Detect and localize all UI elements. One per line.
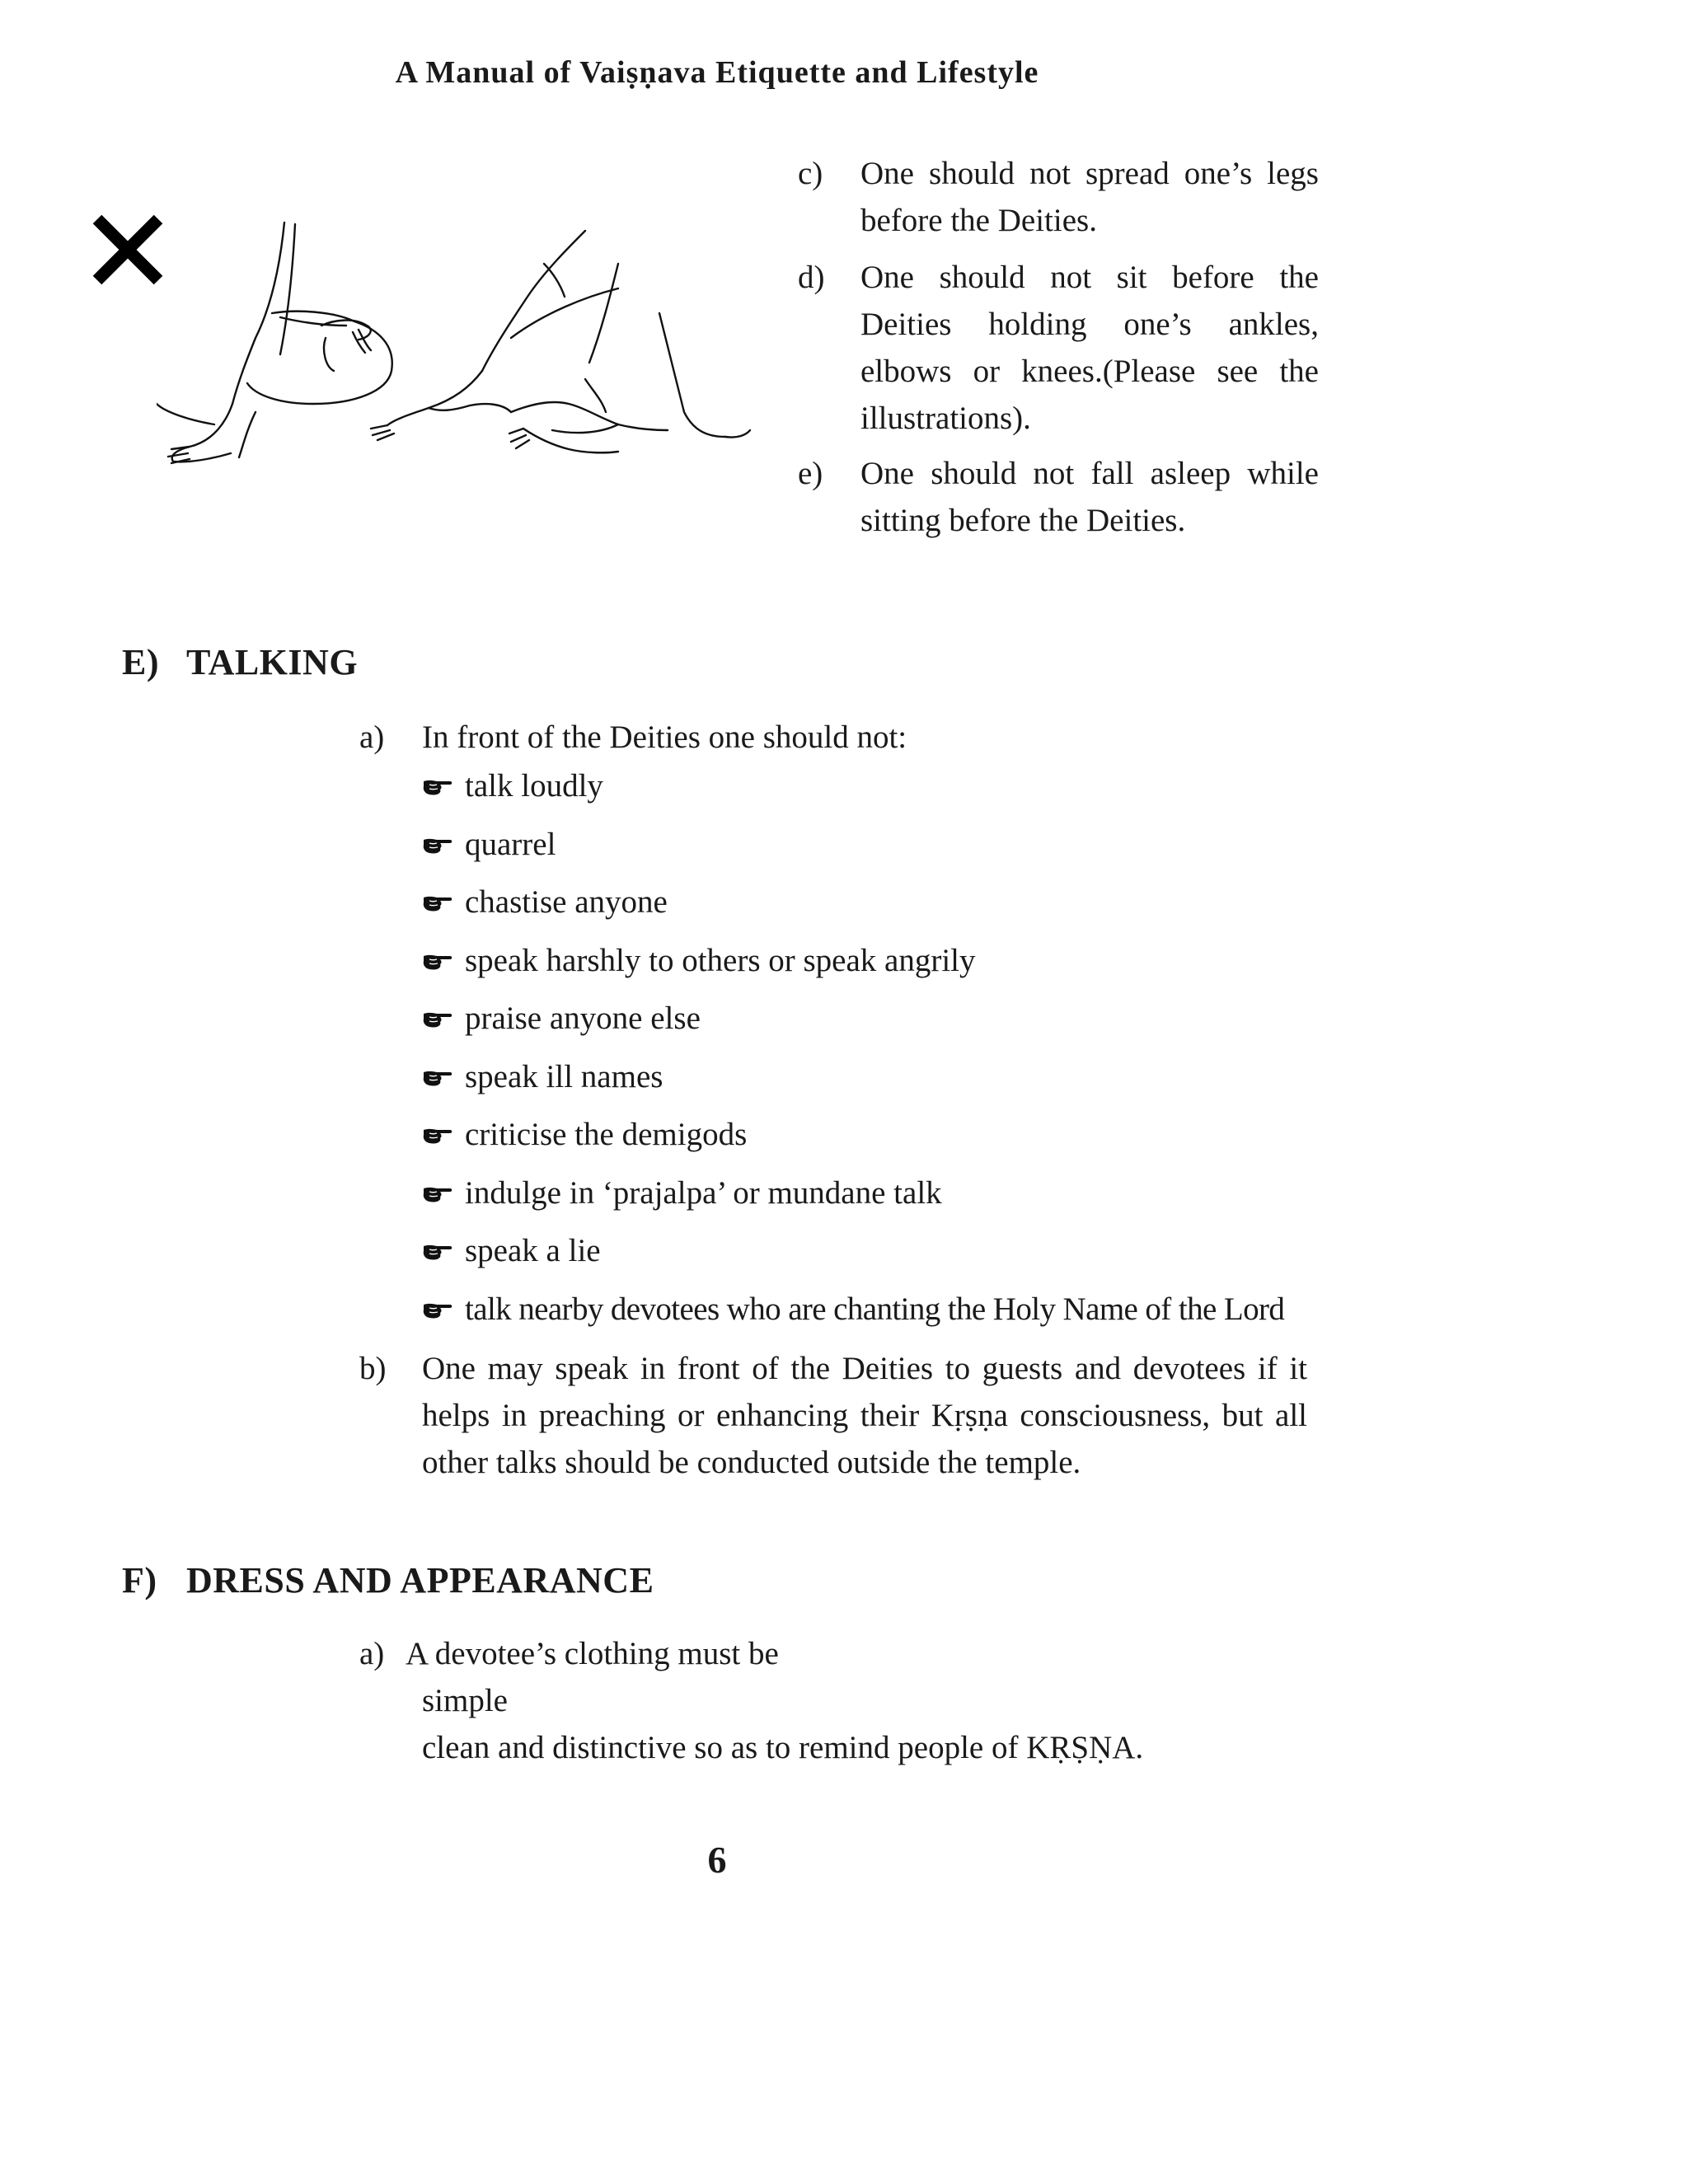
bullet-text: speak harshly to others or speak angrily	[465, 942, 976, 978]
bullet-text: indulge in ‘prajalpa’ or mundane talk	[465, 1174, 942, 1211]
section-title: DRESS AND APPEARANCE	[186, 1560, 654, 1601]
cross-icon	[91, 213, 165, 287]
bullet-text: chastise anyone	[465, 884, 668, 920]
page-number: 6	[707, 1839, 727, 1881]
item-label: d)	[798, 260, 825, 295]
pointing-hand-icon	[422, 893, 453, 912]
section-letter: F)	[122, 1560, 157, 1601]
sitting-posture-illustration-icon	[157, 214, 775, 478]
section-letter: E)	[122, 642, 159, 682]
bullet-text: praise anyone else	[465, 1001, 701, 1036]
pointing-hand-icon	[422, 1241, 453, 1261]
running-header: A Manual of Vaiṣṇava Etiquette and Lifestyle	[395, 55, 1039, 90]
item-text: clean and distinctive so as to remind people of KṚṢṆA.	[422, 1730, 1144, 1765]
bullet-text: speak ill names	[465, 1058, 663, 1094]
item-text: A devotee’s clothing must be	[406, 1636, 779, 1671]
item-label: c)	[798, 156, 823, 191]
item-label: a)	[359, 1636, 385, 1671]
bullet-text: speak a lie	[465, 1233, 601, 1268]
pointing-hand-icon	[422, 1125, 453, 1145]
pointing-hand-icon	[422, 1009, 453, 1029]
item-label: e)	[798, 456, 823, 491]
pointing-hand-icon	[422, 1183, 453, 1203]
section-title: TALKING	[186, 642, 359, 682]
bullet-text: talk nearby devotees who are chanting the Holy Name of the Lord	[465, 1291, 1285, 1327]
item-text: One should not sit before the Deities holding one’s ankles, elbows or knees.(Please see the illustrations).	[860, 260, 1319, 436]
pointing-hand-icon	[422, 1067, 453, 1087]
pointing-hand-icon	[422, 951, 453, 971]
item-label: b)	[359, 1351, 387, 1386]
pointing-hand-icon	[422, 1300, 453, 1319]
pointing-hand-icon	[422, 835, 453, 855]
item-text: One should not fall asleep while sitting before the Deities.	[860, 456, 1319, 538]
bullet-text: talk loudly	[465, 768, 603, 804]
item-text: One should not spread one’s legs before the Deities.	[860, 156, 1319, 238]
bullet-text: criticise the demigods	[465, 1117, 748, 1152]
item-text: simple	[422, 1683, 508, 1718]
item-text: In front of the Deities one should not:	[422, 719, 907, 755]
bullet-text: quarrel	[465, 826, 556, 862]
item-text: One may speak in front of the Deities to guests and devotees if it helps in preaching or enhancing their Kṛṣṇa consciousness, but all other talks should be conducted outside the temple.	[422, 1351, 1307, 1480]
item-label: a)	[359, 719, 385, 755]
pointing-hand-icon	[422, 776, 453, 796]
